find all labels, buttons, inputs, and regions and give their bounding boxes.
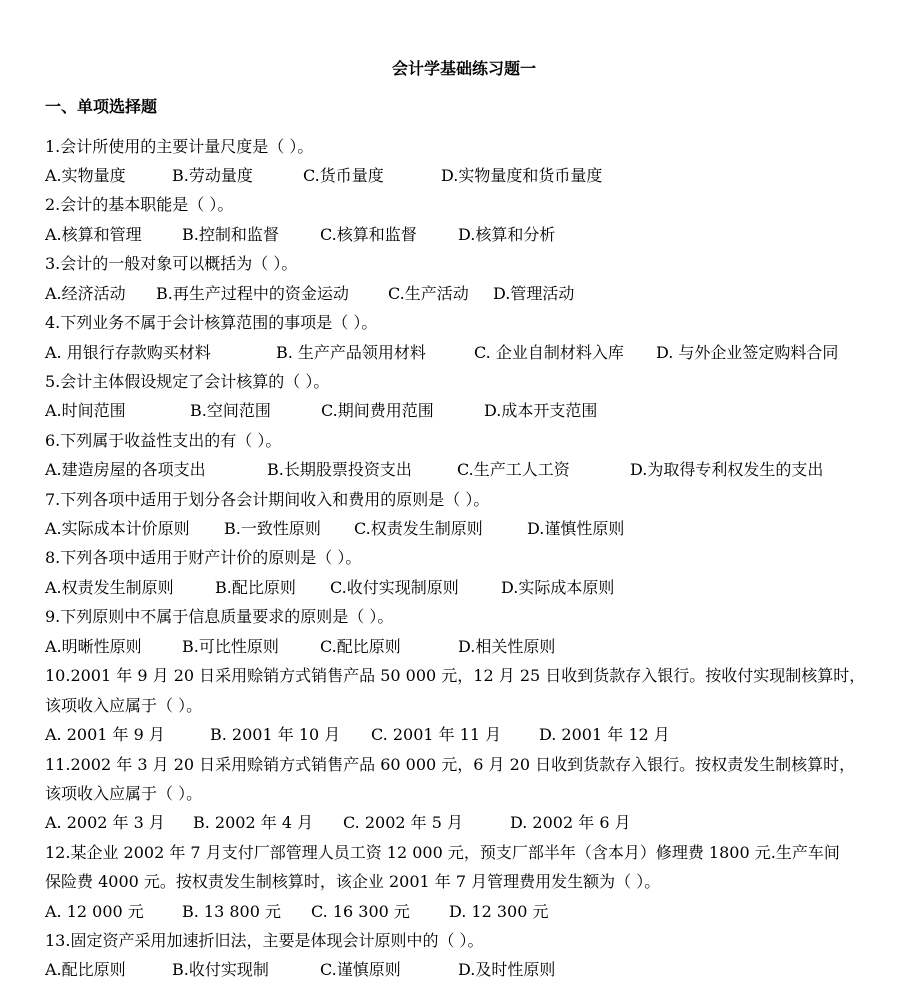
question-5-options: [45, 400, 905, 422]
q1-option-b: B.劳动量度: [172, 166, 253, 185]
q10-option-d: D. 2001 年 12 月: [539, 725, 670, 744]
q2-option-c: C.核算和监督: [320, 225, 417, 244]
q11-option-b: B. 2002 年 4 月: [193, 813, 314, 832]
q5-option-a: A.时间范围: [45, 401, 126, 420]
q10-option-c: C. 2001 年 11 月: [371, 725, 502, 744]
document-title: 会计学基础练习题一: [391, 59, 536, 78]
q8-option-a: A.权责发生制原则: [45, 578, 174, 597]
section-heading: 一、单项选择题: [45, 97, 158, 116]
question-11-stem-line-1: 11.2002 年 3 月 20 日采用赊销方式销售产品 60 000 元，6 月 20 日收到货款存入银行。按权责发生制核算时，: [45, 755, 856, 774]
q8-option-d: D.实际成本原则: [501, 578, 615, 597]
q7-option-b: B.一致性原则: [224, 519, 321, 538]
question-3-options: [45, 283, 905, 305]
q4-option-a: A. 用银行存款购买材料: [45, 343, 211, 362]
q9-option-b: B.可比性原则: [182, 637, 279, 656]
q7-option-a: A.实际成本计价原则: [45, 519, 190, 538]
q11-option-a: A. 2002 年 3 月: [45, 813, 165, 832]
q13-option-d: D.及时性原则: [458, 960, 556, 979]
q6-option-c: C.生产工人工资: [457, 460, 570, 479]
question-9-stem: 9.下列原则中不属于信息质量要求的原则是（ ）。: [45, 607, 394, 626]
question-13-stem: 13.固定资产采用加速折旧法，主要是体现会计原则中的（ ）。: [45, 931, 484, 950]
question-13-options: [45, 959, 905, 981]
q1-option-d: D.实物量度和货币量度: [441, 166, 603, 185]
question-12-options: [45, 901, 905, 923]
question-5-stem: 5.会计主体假设规定了会计核算的（ ）。: [45, 372, 330, 391]
question-6-stem: 6.下列属于收益性支出的有（ ）。: [45, 431, 282, 450]
q8-option-b: B.配比原则: [215, 578, 296, 597]
q4-option-d: D. 与外企业签定购料合同: [656, 343, 839, 362]
q7-option-c: C.权责发生制原则: [354, 519, 483, 538]
q12-option-c: C. 16 300 元: [311, 902, 410, 921]
question-10-options: [45, 724, 905, 746]
q9-option-a: A.明晰性原则: [45, 637, 142, 656]
question-1-stem: 1.会计所使用的主要计量尺度是（ ）。: [45, 137, 314, 156]
question-7-options: [45, 518, 905, 540]
q6-option-a: A.建造房屋的各项支出: [45, 460, 206, 479]
q3-option-c: C.生产活动: [388, 284, 469, 303]
question-11-stem-line-2: 该项收入应属于（ ）。: [45, 784, 203, 803]
q9-option-c: C.配比原则: [320, 637, 401, 656]
question-1-options: [45, 165, 905, 187]
question-12-stem-line-2: 保险费 4000 元。按权责发生制核算时，该企业 2001 年 7 月管理费用发生额为（ ）。: [45, 872, 661, 891]
q13-option-c: C.谨慎原则: [320, 960, 401, 979]
q9-option-d: D.相关性原则: [458, 637, 556, 656]
q3-option-d: D.管理活动: [493, 284, 575, 303]
q13-option-b: B.收付实现制: [172, 960, 269, 979]
q12-option-b: B. 13 800 元: [182, 902, 282, 921]
q7-option-d: D.谨慎性原则: [527, 519, 625, 538]
q1-option-c: C.货币量度: [303, 166, 384, 185]
q12-option-a: A. 12 000 元: [45, 902, 144, 921]
q2-option-d: D.核算和分析: [458, 225, 556, 244]
q3-option-a: A.经济活动: [45, 284, 126, 303]
q8-option-c: C.收付实现制原则: [330, 578, 459, 597]
q5-option-b: B.空间范围: [190, 401, 271, 420]
q12-option-d: D. 12 300 元: [449, 902, 549, 921]
q5-option-c: C.期间费用范围: [321, 401, 434, 420]
q6-option-b: B.长期股票投资支出: [267, 460, 412, 479]
question-8-stem: 8.下列各项中适用于财产计价的原则是（ ）。: [45, 548, 362, 567]
question-7-stem: 7.下列各项中适用于划分各会计期间收入和费用的原则是（ ）。: [45, 490, 490, 509]
question-2-options: [45, 224, 905, 246]
question-6-options: [45, 459, 905, 481]
q2-option-a: A.核算和管理: [45, 225, 142, 244]
question-9-options: [45, 636, 905, 658]
question-3-stem: 3.会计的一般对象可以概括为（ ）。: [45, 254, 298, 273]
q10-option-a: A. 2001 年 9 月: [45, 725, 165, 744]
q3-option-b: B.再生产过程中的资金运动: [156, 284, 349, 303]
q11-option-d: D. 2002 年 6 月: [510, 813, 631, 832]
question-2-stem: 2.会计的基本职能是（ ）。: [45, 195, 234, 214]
q5-option-d: D.成本开支范围: [484, 401, 598, 420]
q1-option-a: A.实物量度: [45, 166, 126, 185]
question-4-options: [45, 342, 905, 364]
question-4-stem: 4.下列业务不属于会计核算范围的事项是（ ）。: [45, 313, 378, 332]
q13-option-a: A.配比原则: [45, 960, 126, 979]
question-11-options: [45, 812, 905, 834]
question-10-stem-line-2: 该项收入应属于（ ）。: [45, 696, 203, 715]
q4-option-c: C. 企业自制材料入库: [474, 343, 624, 362]
q4-option-b: B. 生产产品领用材料: [276, 343, 426, 362]
question-12-stem-line-1: 12.某企业 2002 年 7 月支付厂部管理人员工资 12 000 元，预支厂部半年（含本月）修理费 1800 元.生产车间: [45, 843, 840, 862]
q2-option-b: B.控制和监督: [182, 225, 279, 244]
question-10-stem-line-1: 10.2001 年 9 月 20 日采用赊销方式销售产品 50 000 元，12 月 25 日收到货款存入银行。按收付实现制核算时，: [45, 666, 866, 685]
q10-option-b: B. 2001 年 10 月: [210, 725, 341, 744]
question-8-options: [45, 577, 905, 599]
q11-option-c: C. 2002 年 5 月: [343, 813, 464, 832]
q6-option-d: D.为取得专利权发生的支出: [630, 460, 824, 479]
